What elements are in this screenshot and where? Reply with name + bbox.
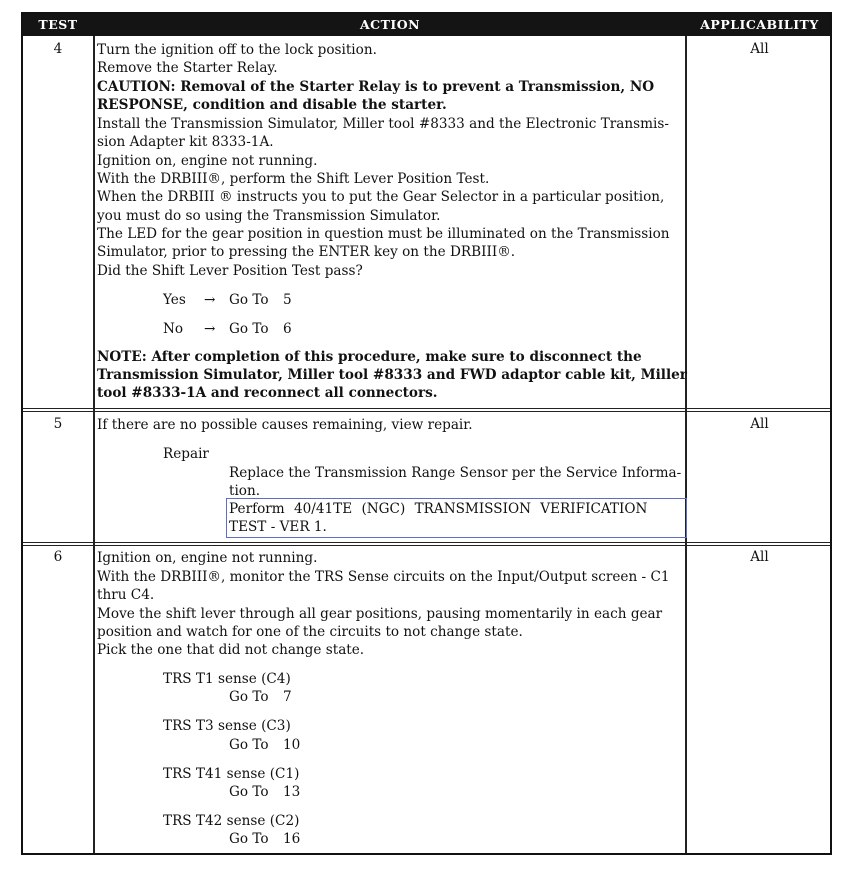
applicability-5: All	[750, 416, 769, 432]
goto-number[interactable]: 6	[283, 321, 292, 337]
option-label: TRS T3 sense (C3)	[163, 718, 291, 734]
caution-text: CAUTION: Removal of the Starter Relay is to prevent a Transmission, NO	[97, 79, 655, 95]
row-divider	[23, 408, 830, 412]
goto-link[interactable]: Go To	[229, 321, 269, 337]
column-divider	[93, 36, 95, 853]
arrow-icon: →	[204, 292, 216, 308]
header-action: ACTION	[359, 17, 421, 32]
goto-number[interactable]: 13	[283, 784, 301, 800]
note-text: NOTE: After completion of this procedure, make sure to disconnect the	[97, 349, 642, 365]
repair-line: Replace the Transmission Range Sensor per the Service Informa-	[229, 465, 682, 481]
row4-line: Simulator, prior to pressing the ENTER key on the DRBIII®.	[97, 244, 516, 260]
option-label: TRS T41 sense (C1)	[163, 766, 300, 782]
applicability-4: All	[750, 41, 769, 57]
row6-line: thru C4.	[97, 587, 155, 603]
goto-link[interactable]: Go To	[229, 689, 269, 705]
row5-intro: If there are no possible causes remaining, view repair.	[97, 417, 473, 433]
repair-line: tion.	[229, 483, 261, 499]
header-test: TEST	[38, 17, 78, 32]
repair-label: Repair	[163, 446, 209, 462]
diagnostic-table	[21, 12, 832, 855]
row4-line: The LED for the gear position in question must be illuminated on the Transmission	[97, 226, 670, 242]
goto-link[interactable]: Go To	[229, 784, 269, 800]
row4-line: Turn the ignition off to the lock position.	[97, 42, 377, 58]
arrow-icon: →	[204, 321, 216, 337]
goto-number[interactable]: 5	[283, 292, 292, 308]
row4-line: With the DRBIII®, perform the Shift Lever Position Test.	[97, 171, 490, 187]
goto-link[interactable]: Go To	[229, 831, 269, 847]
row4-line: When the DRBIII ® instructs you to put the Gear Selector in a particular position,	[97, 189, 665, 205]
caution-text: RESPONSE, condition and disable the starter.	[97, 97, 447, 113]
goto-number[interactable]: 7	[283, 689, 292, 705]
row4-line: sion Adapter kit 8333-1A.	[97, 134, 274, 150]
test-number-4: 4	[53, 41, 63, 57]
row4-line: Install the Transmission Simulator, Miller tool #8333 and the Electronic Transmis-	[97, 116, 669, 132]
row4-line: Ignition on, engine not running.	[97, 153, 318, 169]
goto-link[interactable]: Go To	[229, 737, 269, 753]
row4-line: Remove the Starter Relay.	[97, 60, 278, 76]
row6-line: Pick the one that did not change state.	[97, 642, 365, 658]
verification-test-line: TEST - VER 1.	[229, 519, 327, 535]
row-divider	[23, 542, 830, 546]
table-header	[23, 14, 830, 36]
goto-number[interactable]: 16	[283, 831, 301, 847]
row4-line: you must do so using the Transmission Simulator.	[97, 208, 441, 224]
column-divider	[685, 36, 687, 853]
yes-label: Yes	[163, 292, 186, 308]
test-number-5: 5	[53, 416, 63, 432]
verification-test-line: Perform 40/41TE (NGC) TRANSMISSION VERIFICATION	[229, 501, 648, 517]
no-label: No	[163, 321, 184, 337]
header-applicability: APPLICABILITY	[700, 17, 819, 32]
row6-line: Move the shift lever through all gear positions, pausing momentarily in each gear	[97, 606, 663, 622]
goto-number[interactable]: 10	[283, 737, 301, 753]
row6-line: Ignition on, engine not running.	[97, 550, 318, 566]
option-label: TRS T42 sense (C2)	[163, 813, 300, 829]
note-text: tool #8333-1A and reconnect all connectors.	[97, 385, 438, 401]
row6-line: With the DRBIII®, monitor the TRS Sense circuits on the Input/Output screen - C1	[97, 569, 670, 585]
row6-line: position and watch for one of the circuits to not change state.	[97, 624, 523, 640]
note-text: Transmission Simulator, Miller tool #8333 and FWD adaptor cable kit, Miller	[97, 367, 687, 383]
verification-test-link[interactable]	[226, 498, 687, 538]
option-label: TRS T1 sense (C4)	[163, 671, 291, 687]
applicability-6: All	[750, 549, 769, 565]
test-number-6: 6	[53, 549, 63, 565]
row4-question: Did the Shift Lever Position Test pass?	[97, 263, 363, 279]
goto-link[interactable]: Go To	[229, 292, 269, 308]
